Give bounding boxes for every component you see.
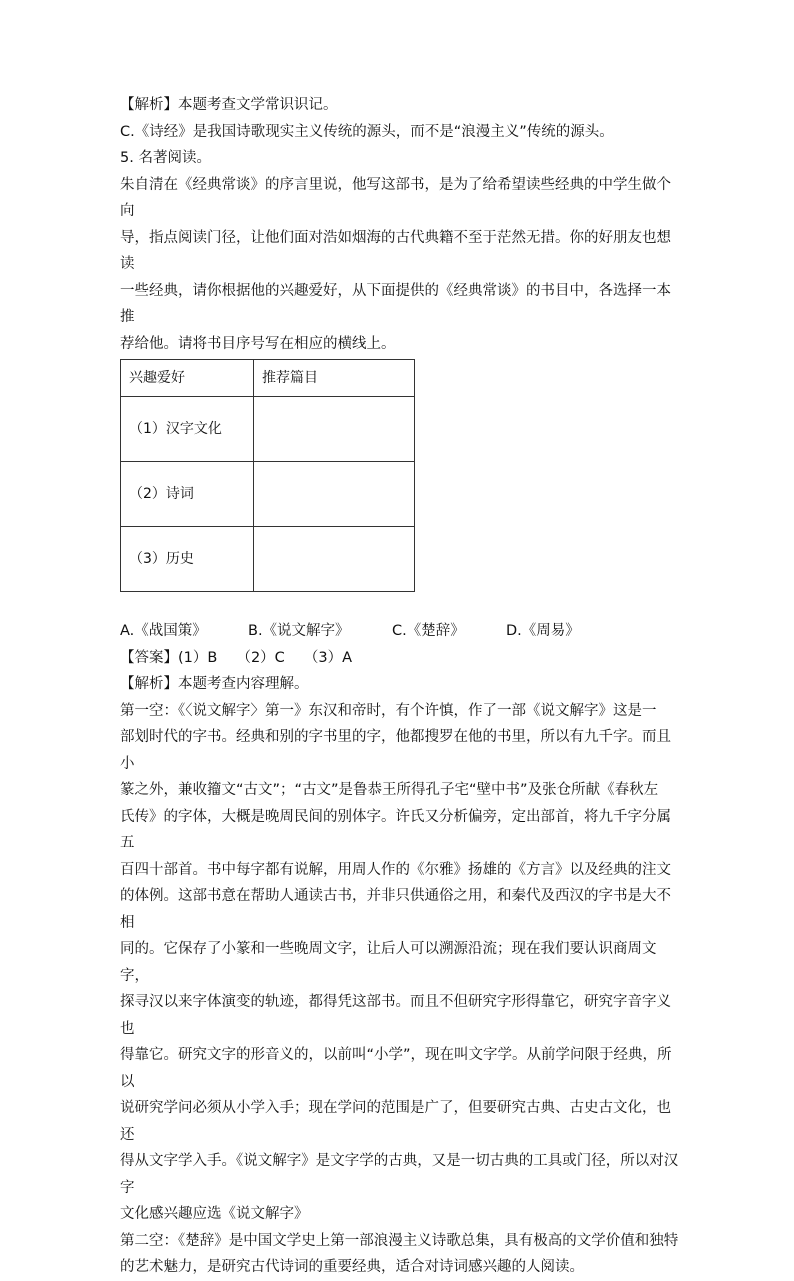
explanation-line: 得靠它。研究文字的形音义的，以前叫“小学”，现在叫文字学。从前学问限于经典，所以	[120, 1047, 672, 1090]
interest-cell: （1）汉字文化	[121, 397, 254, 462]
explanation-line: 同的。它保存了小篆和一些晚周文字，让后人可以溯源沿流；现在我们要认识商周文字，	[120, 941, 657, 984]
table-row	[121, 462, 415, 527]
explanation-line: 第二空：《楚辞》是中国文学史上第一部浪漫主义诗歌总集，具有极高的文学价值和独特	[120, 1232, 679, 1249]
header-interest: 兴趣爱好	[121, 360, 254, 397]
paragraph-line: 朱自清在《经典常谈》的序言里说，他写这部书，是为了给希望读些经典的中学生做个向	[120, 176, 671, 219]
explanation-line: 文化感兴趣应选《说文解字》	[120, 1206, 309, 1222]
option-d: D.《周易》	[506, 623, 580, 639]
blank-2-explanation	[120, 1228, 680, 1281]
option-b: B.《说文解字》	[248, 623, 350, 639]
explanation-line: 探寻汉以来字体演变的轨迹，都得凭这部书。而且不但研究字形得靠它，研究字音字义也	[120, 994, 671, 1037]
blank-1-explanation	[120, 698, 680, 1228]
recommend-cell	[254, 397, 415, 462]
question-5-paragraph	[120, 172, 680, 358]
option-a: A.《战国策》	[120, 623, 207, 639]
explanation-line: 的体例。这部书意在帮助人通读古书，并非只供通俗之用，和秦代及西汉的字书是大不相	[120, 888, 671, 931]
paragraph-line: 荐给他。请将书目序号写在相应的横线上。	[120, 335, 396, 352]
recommendation-table	[120, 359, 415, 592]
explanation-line: 百四十部首。书中每字都有说解，用周人作的《尔雅》扬雄的《方言》以及经典的注文	[120, 861, 671, 878]
table-row	[121, 527, 415, 592]
explanation-line: 第一空：《〈说文解字〉第一》东汉和帝时，有个许慎，作了一部《说文解字》这是一	[120, 702, 657, 719]
explanation-line: 氏传》的字体，大概是晚周民间的别体字。许氏又分析偏旁，定出部首，将九千字分属五	[120, 808, 671, 851]
table-row	[121, 397, 415, 462]
analysis-line-1: 【解析】本题考查文学常识识记。	[120, 97, 338, 113]
explanation-line: 的艺术魅力，是研究古代诗词的重要经典，适合对诗词感兴趣的人阅读。	[120, 1259, 584, 1275]
explanation-line: 得从文字学入手。《说文解字》是文字学的古典，又是一切古典的工具或门径，所以对汉字	[120, 1153, 679, 1196]
answer-line: 【答案】(1）B （2）C （3）A	[120, 649, 353, 666]
table-header-row	[121, 360, 415, 397]
explanation-line: 篆之外，兼收籀文“古文”；“古文”是鲁恭王所得孔子宅“壁中书”及张仓所献《春秋左	[120, 782, 659, 798]
recommend-cell	[254, 527, 415, 592]
paragraph-line: 导，指点阅读门径，让他们面对浩如烟海的古代典籍不至于茫然无措。你的好朋友也想读	[120, 229, 671, 272]
option-c-explanation: C.《诗经》是我国诗歌现实主义传统的源头，而不是“浪漫主义”传统的源头。	[120, 123, 614, 140]
interest-cell: （2）诗词	[121, 462, 254, 527]
option-c: C.《楚辞》	[392, 623, 465, 639]
header-recommend: 推荐篇目	[254, 360, 415, 397]
paragraph-line: 一些经典，请你根据他的兴趣爱好，从下面提供的《经典常谈》的书目中，各选择一本推	[120, 282, 671, 325]
interest-cell: （3）历史	[121, 527, 254, 592]
analysis-line-2: 【解析】本题考查内容理解。	[120, 676, 309, 692]
question-5-title: 5. 名著阅读。	[120, 150, 211, 166]
explanation-line: 部划时代的字书。经典和别的字书里的字，他都搜罗在他的书里，所以有九千字。而且小	[120, 729, 671, 772]
recommend-cell	[254, 462, 415, 527]
explanation-line: 说研究学问必须从小学入手；现在学问的范围是广了，但要研究古典、古史古文化，也还	[120, 1100, 671, 1143]
document-content	[120, 92, 680, 1281]
options-row	[120, 618, 680, 645]
